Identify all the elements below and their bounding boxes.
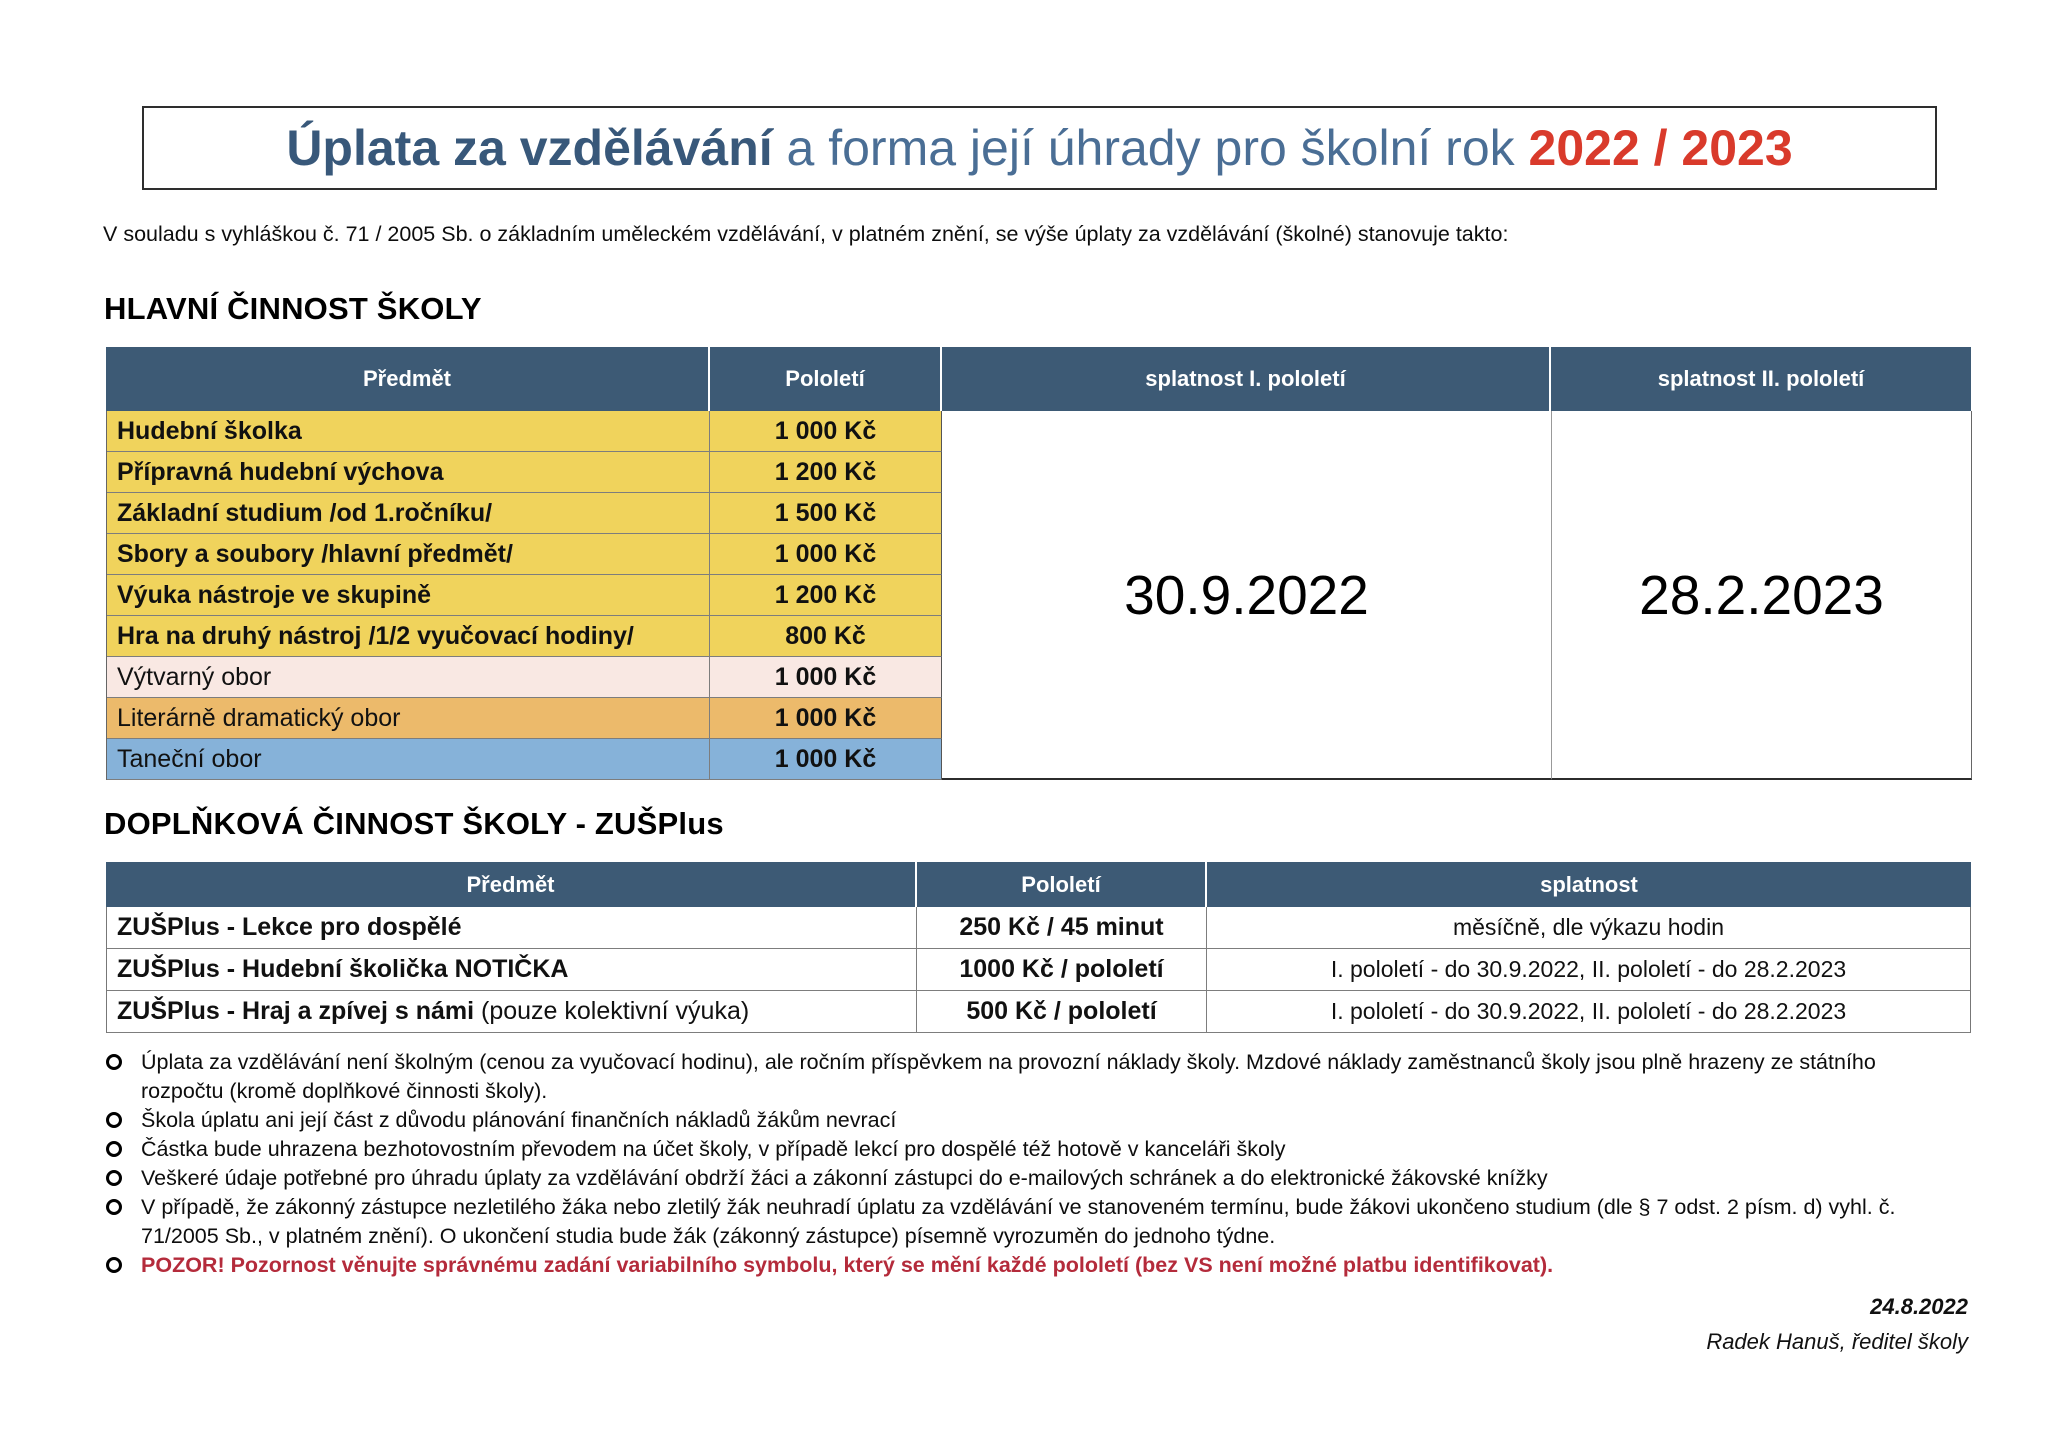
signature-block [106, 1294, 1968, 1355]
due-cell: I. pololetí - do 30.9.2022, II. pololetí - do 28.2.2023 [1207, 949, 1971, 991]
price-cell: 500 Kč / pololetí [917, 991, 1207, 1033]
note-text: Veškeré údaje potřebné pro úhradu úplaty za vzdělávání obdrží žáci a zákonní zástupci do e-mailových schránek a do elektronické žákovské knížky [141, 1166, 1548, 1190]
title-subtitle: a forma její úhrady pro školní rok [772, 120, 1529, 176]
note-text: Škola úplatu ani její část z důvodu plánování finančních nákladů žákům nevrací [141, 1108, 897, 1132]
main-table-body [106, 411, 1971, 780]
supplementary-table-body [106, 907, 1971, 1033]
price-cell: 1 200 Kč [710, 575, 942, 616]
price-cell: 1 000 Kč [710, 657, 942, 698]
column-header-due-second-semester: splatnost II. pololetí [1551, 347, 1971, 411]
subject-cell: Výuka nástroje ve skupině [107, 575, 710, 616]
signature-name: Radek Hanuš, ředitel školy [1706, 1329, 1968, 1354]
note-text: V případě, že zákonný zástupce nezletilého žáka nebo zletilý žák neuhradí úplatu za vzdělávání ve stanoveném termínu, bude žákovi ukončeno studium (dle § 7 odst. 2 písm. d) vyhl. č. 71/2005 Sb., v platném znění). O ukončení studia bude žák (zákonný zástupce) písemně vyrozuměn do jednoho týdne. [141, 1195, 1896, 1248]
subject-cell: Výtvarný obor [107, 657, 710, 698]
supplementary-activity-table [106, 862, 1971, 1033]
subject-cell: ZUŠPlus - Hudební školička NOTIČKA [107, 949, 917, 991]
column-header-semester: Pololetí [917, 862, 1207, 907]
column-header-due: splatnost [1207, 862, 1971, 907]
price-cell: 250 Kč / 45 minut [917, 907, 1207, 949]
circle-bullet-icon [106, 1170, 122, 1186]
subject-cell: Hudební školka [107, 411, 710, 452]
notes-list [106, 1048, 1981, 1280]
subject-cell: ZUŠPlus - Lekce pro dospělé [107, 907, 917, 949]
main-table-header-row [106, 347, 1971, 411]
due-date-first-semester: 30.9.2022 [942, 411, 1552, 780]
price-cell: 1 000 Kč [710, 411, 942, 452]
circle-bullet-icon [106, 1257, 122, 1273]
main-activity-table [106, 347, 1971, 780]
table-row [107, 907, 1971, 949]
list-item [106, 1048, 1981, 1106]
due-cell: měsíčně, dle výkazu hodin [1207, 907, 1971, 949]
price-cell: 1 000 Kč [710, 739, 942, 780]
note-text: Částka bude uhrazena bezhotovostním převodem na účet školy, v případě lekcí pro dospělé též hotově v kanceláři školy [141, 1137, 1286, 1161]
due-date-second-semester: 28.2.2023 [1552, 411, 1972, 780]
list-item [106, 1135, 1981, 1164]
circle-bullet-icon [106, 1199, 122, 1215]
subject-cell: Sbory a soubory /hlavní předmět/ [107, 534, 710, 575]
title-school-year: 2022 / 2023 [1528, 120, 1793, 176]
list-item [106, 1193, 1981, 1251]
table-row [107, 991, 1971, 1033]
column-header-semester: Pololetí [710, 347, 942, 411]
list-item [106, 1106, 1981, 1135]
price-cell: 1000 Kč / pololetí [917, 949, 1207, 991]
note-text: Úplata za vzdělávání není školným (cenou za vyučovací hodinu), ale ročním příspěvkem na provozní náklady školy. Mzdové náklady zaměstnanců školy jsou plně hrazeny ze státního rozpočtu (kromě doplňkové činnosti školy). [141, 1050, 1876, 1103]
price-cell: 1 500 Kč [710, 493, 942, 534]
price-cell: 800 Kč [710, 616, 942, 657]
price-cell: 1 200 Kč [710, 452, 942, 493]
column-header-subject: Předmět [106, 862, 917, 907]
list-item [106, 1251, 1981, 1280]
column-header-subject: Předmět [106, 347, 710, 411]
subject-cell: Základní studium /od 1.ročníku/ [107, 493, 710, 534]
note-text: POZOR! Pozornost věnujte správnému zadání variabilního symbolu, který se mění každé pololetí (bez VS není možné platbu identifikovat). [141, 1253, 1554, 1277]
document-title [142, 106, 1937, 190]
due-cell: I. pololetí - do 30.9.2022, II. pololetí - do 28.2.2023 [1207, 991, 1971, 1033]
signature-date: 24.8.2022 [1870, 1294, 1968, 1319]
price-cell: 1 000 Kč [710, 698, 942, 739]
supplementary-table-header-row [106, 862, 1971, 907]
circle-bullet-icon [106, 1112, 122, 1128]
section-heading-main-activity: HLAVNÍ ČINNOST ŠKOLY [104, 291, 482, 326]
subject-cell: ZUŠPlus - Hraj a zpívej s námi (pouze kolektivní výuka) [107, 991, 917, 1033]
title-main: Úplata za vzdělávání [286, 120, 773, 176]
subject-cell: Hra na druhý nástroj /1/2 vyučovací hodiny/ [107, 616, 710, 657]
section-heading-supplementary-activity: DOPLŇKOVÁ ČINNOST ŠKOLY - ZUŠPlus [104, 806, 724, 841]
price-cell: 1 000 Kč [710, 534, 942, 575]
subject-cell: Přípravná hudební výchova [107, 452, 710, 493]
table-row [107, 949, 1971, 991]
column-header-due-first-semester: splatnost I. pololetí [942, 347, 1551, 411]
intro-paragraph: V souladu s vyhláškou č. 71 / 2005 Sb. o základním uměleckém vzdělávání, v platném znění, se výše úplaty za vzdělávání (školné) stanovuje takto: [103, 222, 1509, 246]
list-item [106, 1164, 1981, 1193]
circle-bullet-icon [106, 1054, 122, 1070]
subject-cell: Taneční obor [107, 739, 710, 780]
subject-cell: Literárně dramatický obor [107, 698, 710, 739]
circle-bullet-icon [106, 1141, 122, 1157]
